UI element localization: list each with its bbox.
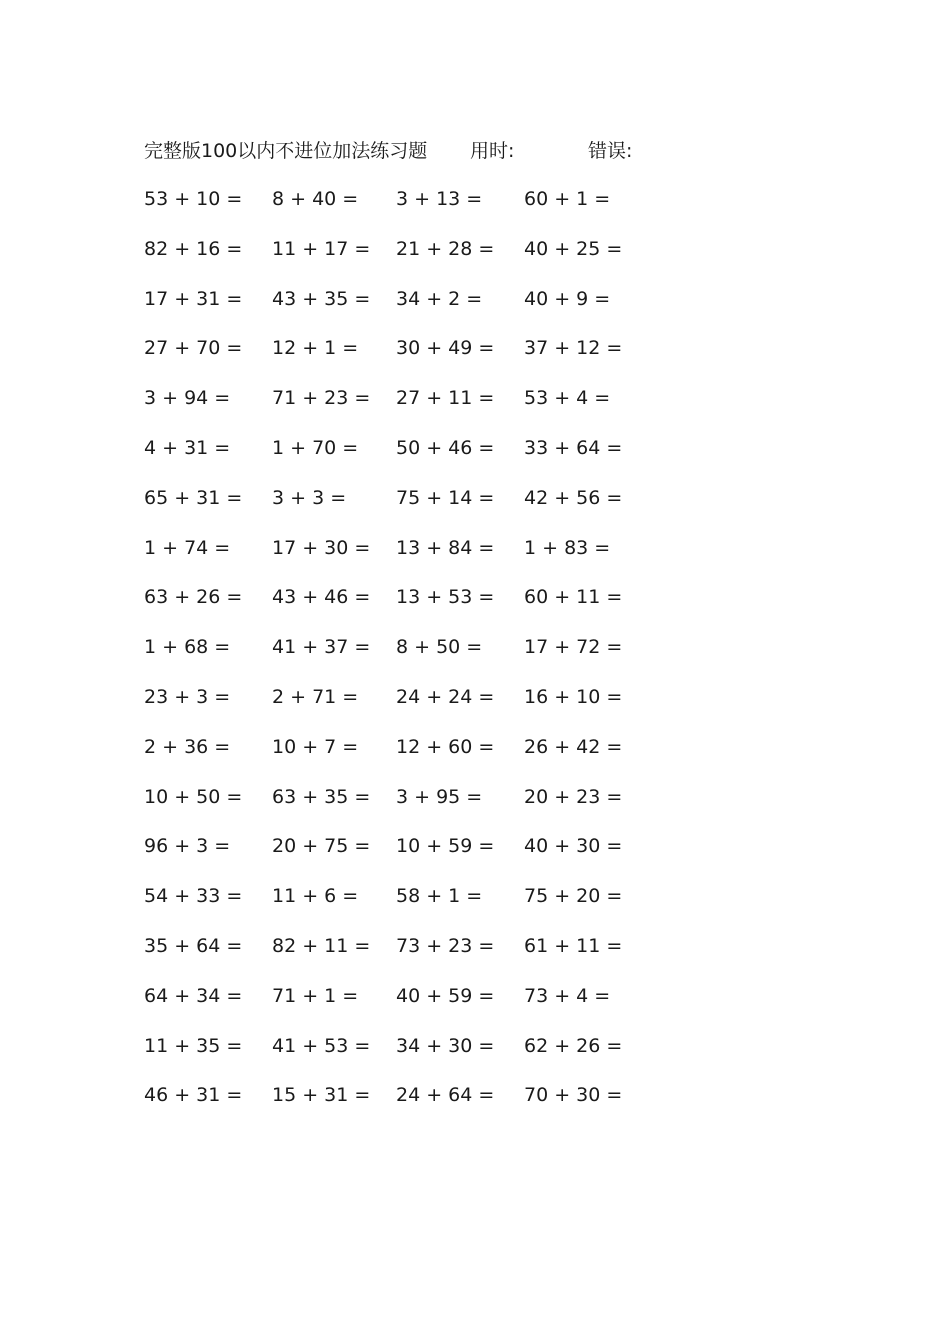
problem-row xyxy=(144,433,664,483)
addition-problem: 53 + 4 = xyxy=(524,387,611,410)
addition-problem: 65 + 31 = xyxy=(144,486,243,509)
addition-problem: 27 + 11 = xyxy=(396,387,495,410)
addition-problem: 34 + 2 = xyxy=(396,287,483,310)
addition-problem: 2 + 71 = xyxy=(272,685,359,708)
addition-problem: 41 + 53 = xyxy=(272,1034,371,1057)
addition-problem: 4 + 31 = xyxy=(144,436,231,459)
addition-problem: 60 + 11 = xyxy=(524,586,623,609)
addition-problem: 11 + 35 = xyxy=(144,1034,243,1057)
addition-problem: 3 + 3 = xyxy=(272,486,347,509)
problem-row xyxy=(144,632,664,682)
addition-problem: 3 + 95 = xyxy=(396,785,483,808)
problem-row xyxy=(144,234,664,284)
addition-problem: 82 + 11 = xyxy=(272,934,371,957)
addition-problem: 27 + 70 = xyxy=(144,337,243,360)
addition-problem: 13 + 53 = xyxy=(396,586,495,609)
addition-problem: 17 + 30 = xyxy=(272,536,371,559)
addition-problem: 13 + 84 = xyxy=(396,536,495,559)
worksheet-header xyxy=(144,136,744,166)
addition-problem: 21 + 28 = xyxy=(396,237,495,260)
problem-row xyxy=(144,981,664,1031)
addition-problem: 17 + 31 = xyxy=(144,287,243,310)
addition-problem: 43 + 46 = xyxy=(272,586,371,609)
addition-problem: 16 + 10 = xyxy=(524,685,623,708)
addition-problem: 12 + 1 = xyxy=(272,337,359,360)
addition-problem: 1 + 70 = xyxy=(272,436,359,459)
problem-row xyxy=(144,1031,664,1081)
worksheet-title: 完整版100以内不进位加法练习题 xyxy=(144,140,428,162)
addition-problem: 75 + 14 = xyxy=(396,486,495,509)
time-label: 用时: xyxy=(470,140,515,162)
addition-problem: 71 + 1 = xyxy=(272,984,359,1007)
addition-problem: 60 + 1 = xyxy=(524,188,611,210)
addition-problem: 10 + 7 = xyxy=(272,735,359,758)
addition-problem: 53 + 10 = xyxy=(144,188,243,210)
addition-problem: 34 + 30 = xyxy=(396,1034,495,1057)
addition-problem: 73 + 23 = xyxy=(396,934,495,957)
problem-row xyxy=(144,184,664,234)
addition-problem: 40 + 9 = xyxy=(524,287,611,310)
addition-problem: 63 + 35 = xyxy=(272,785,371,808)
addition-problem: 82 + 16 = xyxy=(144,237,243,260)
addition-problem: 15 + 31 = xyxy=(272,1084,371,1107)
problem-row xyxy=(144,383,664,433)
addition-problem: 10 + 59 = xyxy=(396,835,495,858)
addition-problem: 71 + 23 = xyxy=(272,387,371,410)
addition-problem: 3 + 13 = xyxy=(396,188,483,210)
problem-row xyxy=(144,533,664,583)
addition-problem: 96 + 3 = xyxy=(144,835,231,858)
addition-problem: 2 + 36 = xyxy=(144,735,231,758)
problem-row xyxy=(144,881,664,931)
addition-problem: 50 + 46 = xyxy=(396,436,495,459)
addition-problem: 61 + 11 = xyxy=(524,934,623,957)
addition-problem: 41 + 37 = xyxy=(272,636,371,659)
problem-row xyxy=(144,483,664,533)
addition-problem: 8 + 50 = xyxy=(396,636,483,659)
addition-problem: 10 + 50 = xyxy=(144,785,243,808)
problem-row xyxy=(144,782,664,832)
addition-problem: 63 + 26 = xyxy=(144,586,243,609)
addition-problem: 23 + 3 = xyxy=(144,685,231,708)
addition-problem: 1 + 74 = xyxy=(144,536,231,559)
addition-problem: 37 + 12 = xyxy=(524,337,623,360)
addition-problem: 11 + 6 = xyxy=(272,885,359,908)
addition-problem: 40 + 30 = xyxy=(524,835,623,858)
addition-problem: 17 + 72 = xyxy=(524,636,623,659)
addition-problem: 20 + 75 = xyxy=(272,835,371,858)
addition-problem: 8 + 40 = xyxy=(272,188,359,210)
addition-problem: 46 + 31 = xyxy=(144,1084,243,1107)
addition-problem: 30 + 49 = xyxy=(396,337,495,360)
addition-problem: 1 + 83 = xyxy=(524,536,611,559)
addition-problem: 35 + 64 = xyxy=(144,934,243,957)
addition-problem: 24 + 24 = xyxy=(396,685,495,708)
problem-row xyxy=(144,1080,664,1130)
problem-grid xyxy=(144,184,664,1130)
addition-problem: 33 + 64 = xyxy=(524,436,623,459)
addition-problem: 12 + 60 = xyxy=(396,735,495,758)
addition-problem: 42 + 56 = xyxy=(524,486,623,509)
addition-problem: 75 + 20 = xyxy=(524,885,623,908)
problem-row xyxy=(144,333,664,383)
addition-problem: 54 + 33 = xyxy=(144,885,243,908)
problem-row xyxy=(144,931,664,981)
addition-problem: 24 + 64 = xyxy=(396,1084,495,1107)
problem-row xyxy=(144,284,664,334)
addition-problem: 58 + 1 = xyxy=(396,885,483,908)
addition-problem: 1 + 68 = xyxy=(144,636,231,659)
addition-problem: 20 + 23 = xyxy=(524,785,623,808)
problem-row xyxy=(144,582,664,632)
addition-problem: 73 + 4 = xyxy=(524,984,611,1007)
addition-problem: 26 + 42 = xyxy=(524,735,623,758)
problem-row xyxy=(144,732,664,782)
addition-problem: 40 + 59 = xyxy=(396,984,495,1007)
addition-problem: 62 + 26 = xyxy=(524,1034,623,1057)
error-label: 错误: xyxy=(588,140,633,162)
problem-row xyxy=(144,682,664,732)
addition-problem: 64 + 34 = xyxy=(144,984,243,1007)
addition-problem: 70 + 30 = xyxy=(524,1084,623,1107)
addition-problem: 3 + 94 = xyxy=(144,387,231,410)
problem-row xyxy=(144,831,664,881)
addition-problem: 43 + 35 = xyxy=(272,287,371,310)
addition-problem: 11 + 17 = xyxy=(272,237,371,260)
addition-problem: 40 + 25 = xyxy=(524,237,623,260)
